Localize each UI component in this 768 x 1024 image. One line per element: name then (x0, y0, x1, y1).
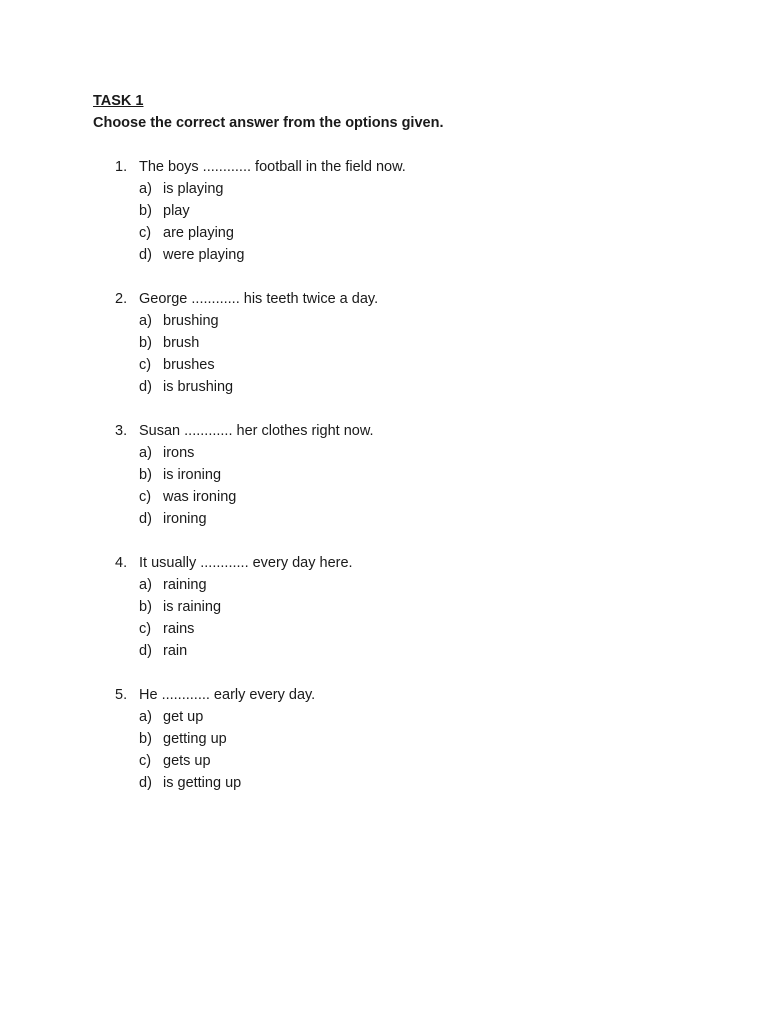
option-text: brushes (163, 357, 215, 373)
option-text: brush (163, 335, 200, 351)
option-b[interactable] (93, 332, 713, 354)
option-d[interactable] (93, 640, 713, 662)
option-text: was ironing (163, 489, 237, 505)
question-5 (93, 684, 713, 794)
option-letter: c) (139, 621, 152, 637)
option-d[interactable] (93, 772, 713, 794)
option-a[interactable] (93, 310, 713, 332)
question-text: It usually ............ every day here. (139, 555, 353, 571)
option-letter: a) (139, 445, 152, 461)
worksheet-page (93, 90, 713, 816)
option-list (93, 178, 713, 266)
option-text: is brushing (163, 379, 234, 395)
question-4 (93, 552, 713, 662)
option-text: rains (163, 621, 195, 637)
question-number: 3. (115, 423, 128, 439)
option-list (93, 706, 713, 794)
option-letter: b) (139, 467, 152, 483)
question-1 (93, 156, 713, 266)
question-number: 5. (115, 687, 128, 703)
question-line (93, 420, 713, 442)
question-number: 1. (115, 159, 128, 175)
option-letter: c) (139, 489, 152, 505)
option-letter: a) (139, 313, 152, 329)
option-list (93, 442, 713, 530)
option-a[interactable] (93, 706, 713, 728)
option-text: is getting up (163, 775, 242, 791)
question-line (93, 288, 713, 310)
option-letter: a) (139, 577, 152, 593)
option-text: is ironing (163, 467, 222, 483)
option-text: are playing (163, 225, 234, 241)
option-letter: d) (139, 511, 152, 527)
option-text: ironing (163, 511, 207, 527)
option-c[interactable] (93, 354, 713, 376)
option-text: get up (163, 709, 204, 725)
option-letter: b) (139, 335, 152, 351)
question-text: The boys ............ football in the field now. (139, 159, 406, 175)
option-text: is playing (163, 181, 224, 197)
option-a[interactable] (93, 178, 713, 200)
option-c[interactable] (93, 222, 713, 244)
question-line (93, 156, 713, 178)
option-list (93, 310, 713, 398)
option-text: brushing (163, 313, 219, 329)
question-3 (93, 420, 713, 530)
option-letter: d) (139, 379, 152, 395)
option-text: were playing (163, 247, 245, 263)
option-letter: b) (139, 599, 152, 615)
option-c[interactable] (93, 486, 713, 508)
option-letter: b) (139, 203, 152, 219)
option-text: irons (163, 445, 195, 461)
option-text: is raining (163, 599, 222, 615)
question-number: 2. (115, 291, 128, 307)
option-list (93, 574, 713, 662)
option-d[interactable] (93, 244, 713, 266)
question-text: George ............ his teeth twice a day. (139, 291, 379, 307)
question-number: 4. (115, 555, 128, 571)
option-letter: c) (139, 225, 152, 241)
option-text: getting up (163, 731, 227, 747)
option-letter: b) (139, 731, 152, 747)
option-letter: d) (139, 643, 152, 659)
question-2 (93, 288, 713, 398)
option-b[interactable] (93, 596, 713, 618)
option-c[interactable] (93, 618, 713, 640)
option-b[interactable] (93, 200, 713, 222)
option-a[interactable] (93, 574, 713, 596)
option-text: gets up (163, 753, 211, 769)
option-b[interactable] (93, 464, 713, 486)
option-letter: d) (139, 247, 152, 263)
option-d[interactable] (93, 508, 713, 530)
question-line (93, 552, 713, 574)
option-letter: a) (139, 709, 152, 725)
option-c[interactable] (93, 750, 713, 772)
option-text: play (163, 203, 190, 219)
question-line (93, 684, 713, 706)
option-b[interactable] (93, 728, 713, 750)
task-instruction: Choose the correct answer from the options given. (93, 115, 444, 131)
option-letter: a) (139, 181, 152, 197)
question-text: Susan ............ her clothes right now. (139, 423, 374, 439)
option-letter: d) (139, 775, 152, 791)
option-text: rain (163, 643, 188, 659)
option-text: raining (163, 577, 207, 593)
option-letter: c) (139, 753, 152, 769)
option-letter: c) (139, 357, 152, 373)
option-d[interactable] (93, 376, 713, 398)
option-a[interactable] (93, 442, 713, 464)
question-text: He ............ early every day. (139, 687, 316, 703)
task-title: TASK 1 (93, 93, 144, 109)
